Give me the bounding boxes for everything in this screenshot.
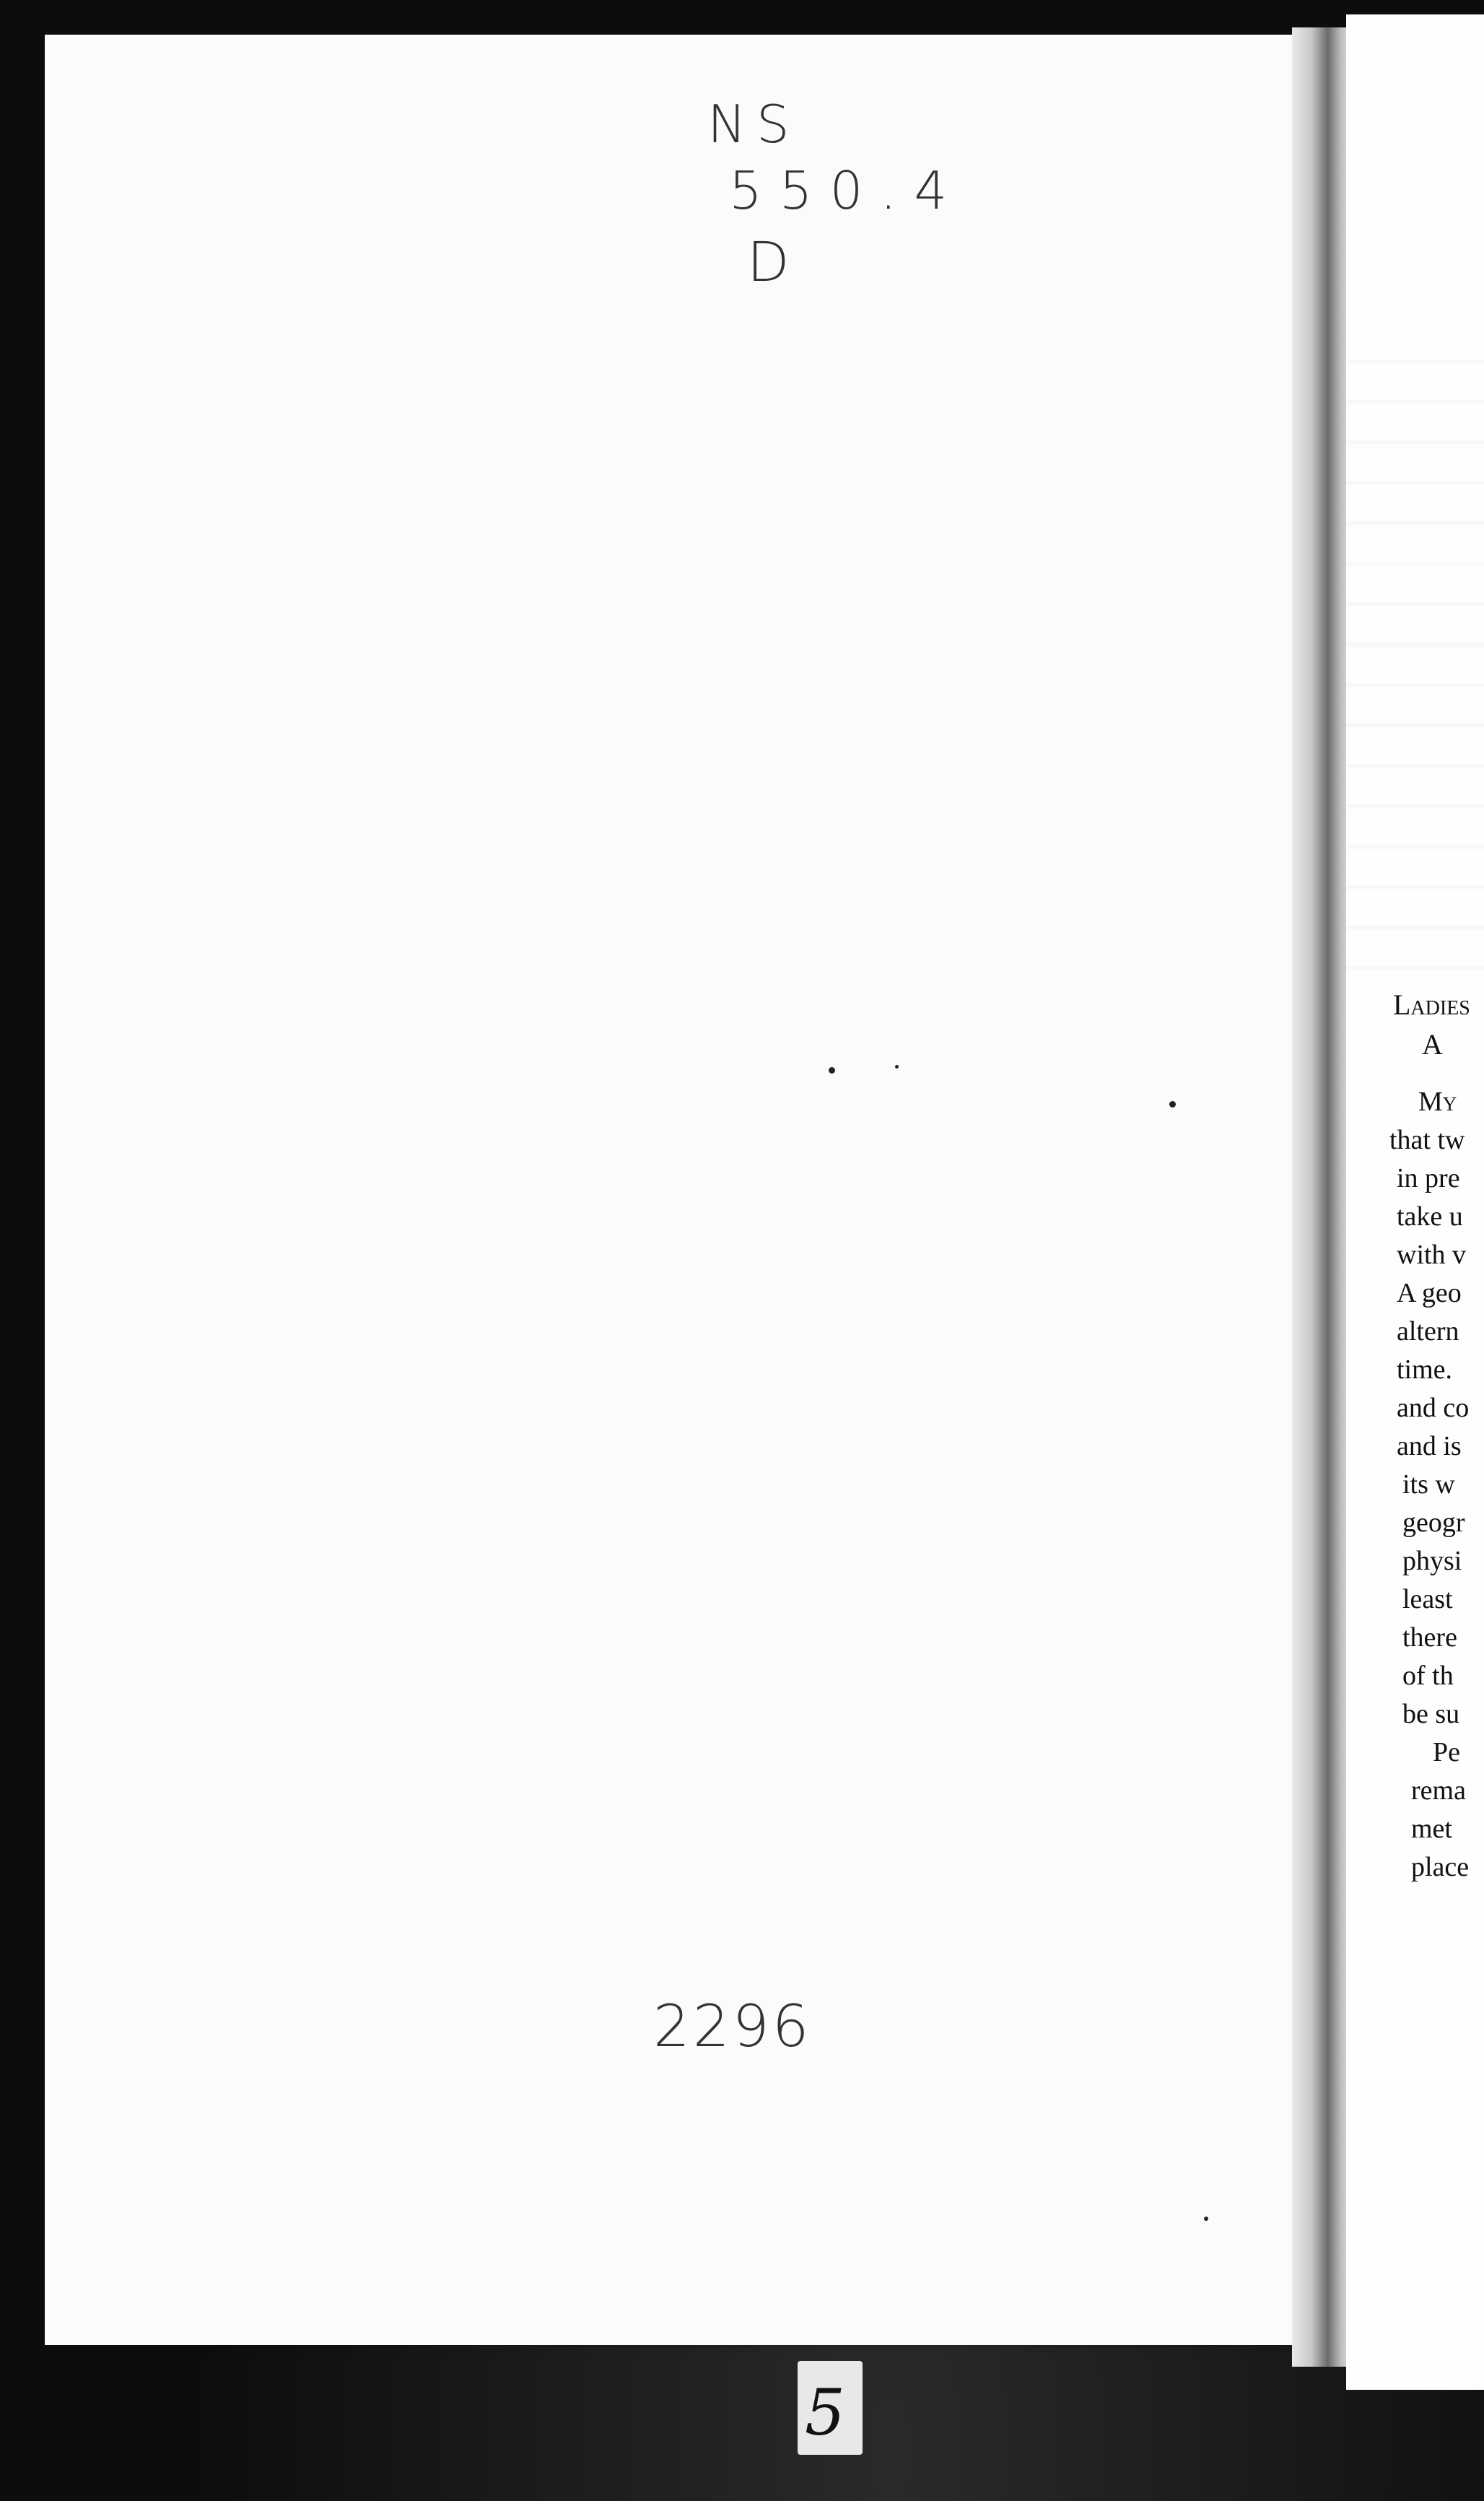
text-line: there <box>1402 1622 1457 1653</box>
text-line: with v <box>1397 1240 1467 1270</box>
text-line: be su <box>1402 1699 1460 1729</box>
text-line: My <box>1418 1087 1457 1117</box>
spine-label-number: 5 <box>805 2375 845 2450</box>
text-line: place <box>1411 1852 1470 1882</box>
bleed-through-texture <box>1346 325 1484 975</box>
text-line: take u <box>1397 1201 1463 1232</box>
handwritten-callnumber-line1: NS <box>707 94 800 155</box>
text-line: A geo <box>1397 1278 1462 1308</box>
salutation: Ladies <box>1393 988 1470 1021</box>
truncated-body-text <box>1389 1083 1469 1887</box>
text-line: least <box>1402 1584 1453 1614</box>
text-line: and is <box>1397 1431 1462 1461</box>
spine-label <box>798 2361 863 2455</box>
text-line: time. <box>1397 1354 1453 1385</box>
speck <box>895 1065 899 1069</box>
text-line: physi <box>1402 1546 1462 1576</box>
text-line: rema <box>1411 1775 1466 1806</box>
handwritten-callnumber-line3: D <box>747 230 800 294</box>
text-line: and co <box>1397 1393 1470 1423</box>
text-line: in pre <box>1397 1163 1460 1193</box>
text-line: geogr <box>1402 1508 1465 1538</box>
salutation-second-line: A <box>1422 1028 1443 1061</box>
text-line: Pe <box>1433 1737 1460 1767</box>
handwritten-callnumber-line2: 550.4 <box>729 160 965 221</box>
text-line: met <box>1411 1814 1452 1844</box>
speck <box>1204 2217 1208 2221</box>
text-line: of th <box>1402 1661 1454 1691</box>
speck <box>829 1067 835 1074</box>
text-line: that tw <box>1389 1125 1465 1155</box>
text-line: altern <box>1397 1316 1459 1347</box>
handwritten-accession-number: 2296 <box>653 1993 812 2060</box>
speck <box>1169 1101 1176 1108</box>
text-line: its w <box>1402 1469 1455 1500</box>
